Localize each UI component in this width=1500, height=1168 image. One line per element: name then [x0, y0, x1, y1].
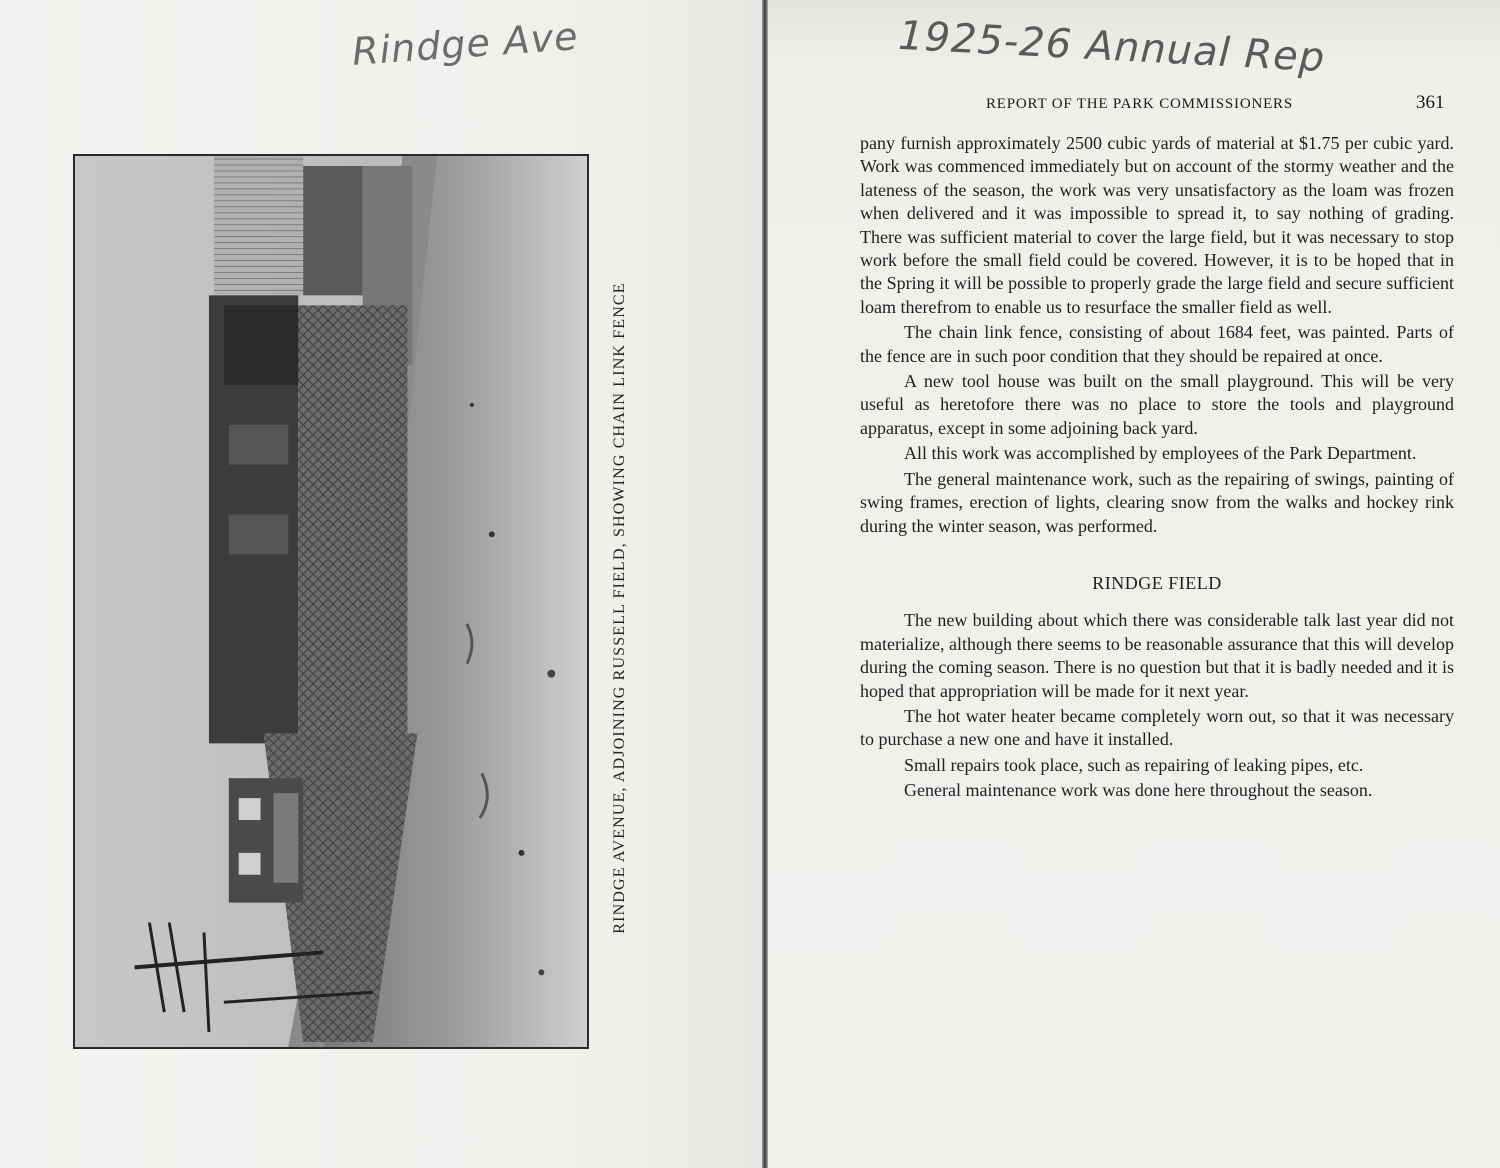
- paragraph: The hot water heater became completely worn out, so that it was necessary to purchase a new one and have it installed.: [860, 705, 1454, 750]
- page-number: 361: [1416, 92, 1445, 113]
- section-heading: RINDGE FIELD: [1092, 572, 1222, 593]
- paragraph: A new tool house was built on the small playground. This will be very useful as heretofore there was no place to store the tools and playground apparatus, except in some adjoining back yard.: [860, 371, 1454, 438]
- handwritten-note-left: Rindge Ave: [350, 14, 580, 74]
- photo-illustration: [75, 156, 587, 1047]
- photo-caption-container: [607, 245, 633, 970]
- paragraph: pany furnish approximately 2500 cubic yards of material at $1.75 per cubic yard. Work was commenced immediately but on account of the stormy weather and the lateness of the season, the work was very unsatisfactory as the loam was frozen when delivered and it was impossible to spread it, to say nothing of grading. There was sufficient material to cover the large field, but it was necessary to stop work before the small field could be covered. However, it is to be hoped that in the Spring it will be possible to properly grade the large field and secure sufficient loam therefrom to enable us to resurface the smaller field as well.: [860, 133, 1454, 317]
- right-page: [768, 0, 1500, 1168]
- running-head: REPORT OF THE PARK COMMISSIONERS: [986, 96, 1293, 112]
- paragraph: The chain link fence, consisting of about 1684 feet, was painted. Parts of the fence are in such poor condition that they should be repaired at once.: [860, 322, 1454, 366]
- paragraph: Small repairs took place, such as repairing of leaking pipes, etc.: [904, 754, 1364, 775]
- photo-caption: RINDGE AVENUE, ADJOINING RUSSELL FIELD, SHOWING CHAIN LINK FENCE: [611, 281, 628, 934]
- paragraph: General maintenance work was done here throughout the season.: [904, 780, 1373, 801]
- photograph-rindge-avenue: [73, 154, 589, 1049]
- paragraph: All this work was accomplished by employees of the Park Department.: [904, 443, 1417, 464]
- paragraph: The new building about which there was considerable talk last year did not materialize, although there seems to be reasonable assurance that this will develop during the coming season. There is no question but that it is badly needed and it is hoped that appropriation will be made for it next year.: [860, 610, 1454, 701]
- paragraph: The general maintenance work, such as the repairing of swings, painting of swing frames, erection of lights, clearing snow from the walks and hockey rink during the winter season, was performed.: [860, 468, 1454, 536]
- body-text: [860, 132, 1454, 805]
- handwritten-note-right: 1925-26 Annual Rep: [897, 12, 1327, 82]
